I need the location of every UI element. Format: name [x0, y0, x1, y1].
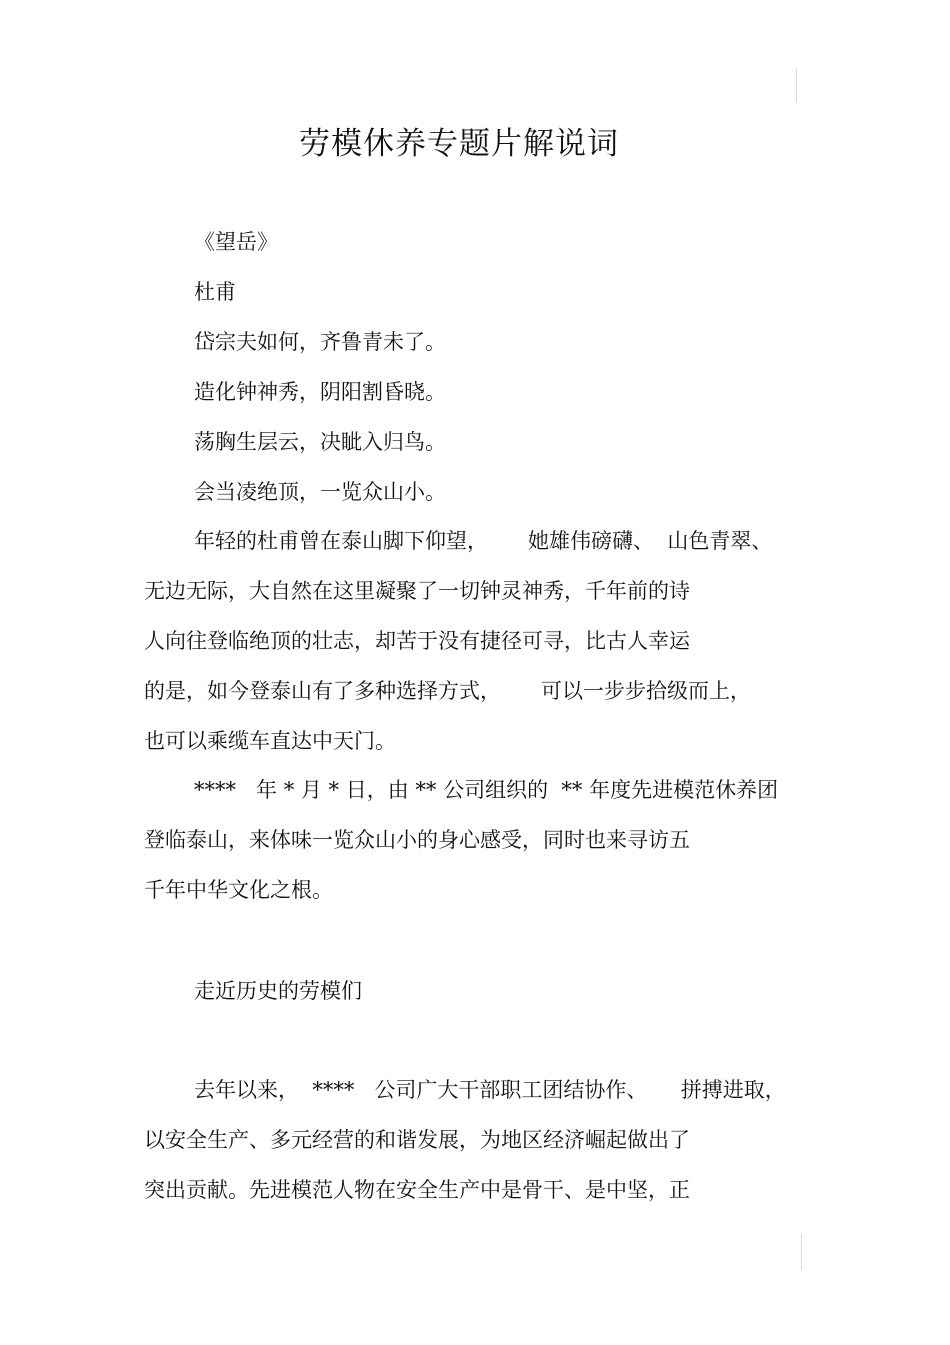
paragraph-line: 突出贡献。先进模范人物在安全生产中是骨干、是中坚，正	[144, 1178, 690, 1202]
paragraph-line: 无边无际，大自然在这里凝聚了一切钟灵神秀，千年前的诗	[144, 579, 690, 603]
paragraph-line: **** 年 * 月 * 日，由 ** 公司组织的 ** 年度先进模范休养团	[194, 778, 779, 802]
crop-mark-top	[796, 68, 797, 102]
paragraph-line: 登临泰山，来体味一览众山小的身心感受，同时也来寻访五	[144, 828, 690, 852]
document-title: 劳模休养专题片解说词	[299, 126, 619, 162]
paragraph-line: 千年中华文化之根。	[144, 878, 333, 902]
poem-author: 杜甫	[194, 280, 236, 304]
poem-verse: 造化钟神秀，阴阳割昏晓。	[194, 380, 446, 404]
poem-verse: 会当凌绝顶，一览众山小。	[194, 480, 446, 504]
section-heading: 走近历史的劳模们	[194, 979, 362, 1003]
paragraph-line: 以安全生产、多元经营的和谐发展，为地区经济崛起做出了	[144, 1128, 690, 1152]
paragraph-line: 也可以乘缆车直达中天门。	[144, 729, 396, 753]
poem-verse: 岱宗夫如何，齐鲁青未了。	[194, 330, 446, 354]
paragraph-line: 去年以来， **** 公司广大干部职工团结协作、 拼搏进取，	[194, 1078, 786, 1102]
paragraph-line: 的是，如今登泰山有了多种选择方式， 可以一步步拾级而上，	[144, 679, 752, 703]
paragraph-line: 人向往登临绝顶的壮志，却苦于没有捷径可寻，比古人幸运	[144, 629, 690, 653]
poem-title: 《望岳》	[194, 230, 278, 254]
paragraph-line: 年轻的杜甫曾在泰山脚下仰望， 她雄伟磅礴、 山色青翠、	[194, 529, 773, 553]
crop-mark-bottom	[801, 1234, 802, 1270]
poem-verse: 荡胸生层云，决眦入归鸟。	[194, 430, 446, 454]
